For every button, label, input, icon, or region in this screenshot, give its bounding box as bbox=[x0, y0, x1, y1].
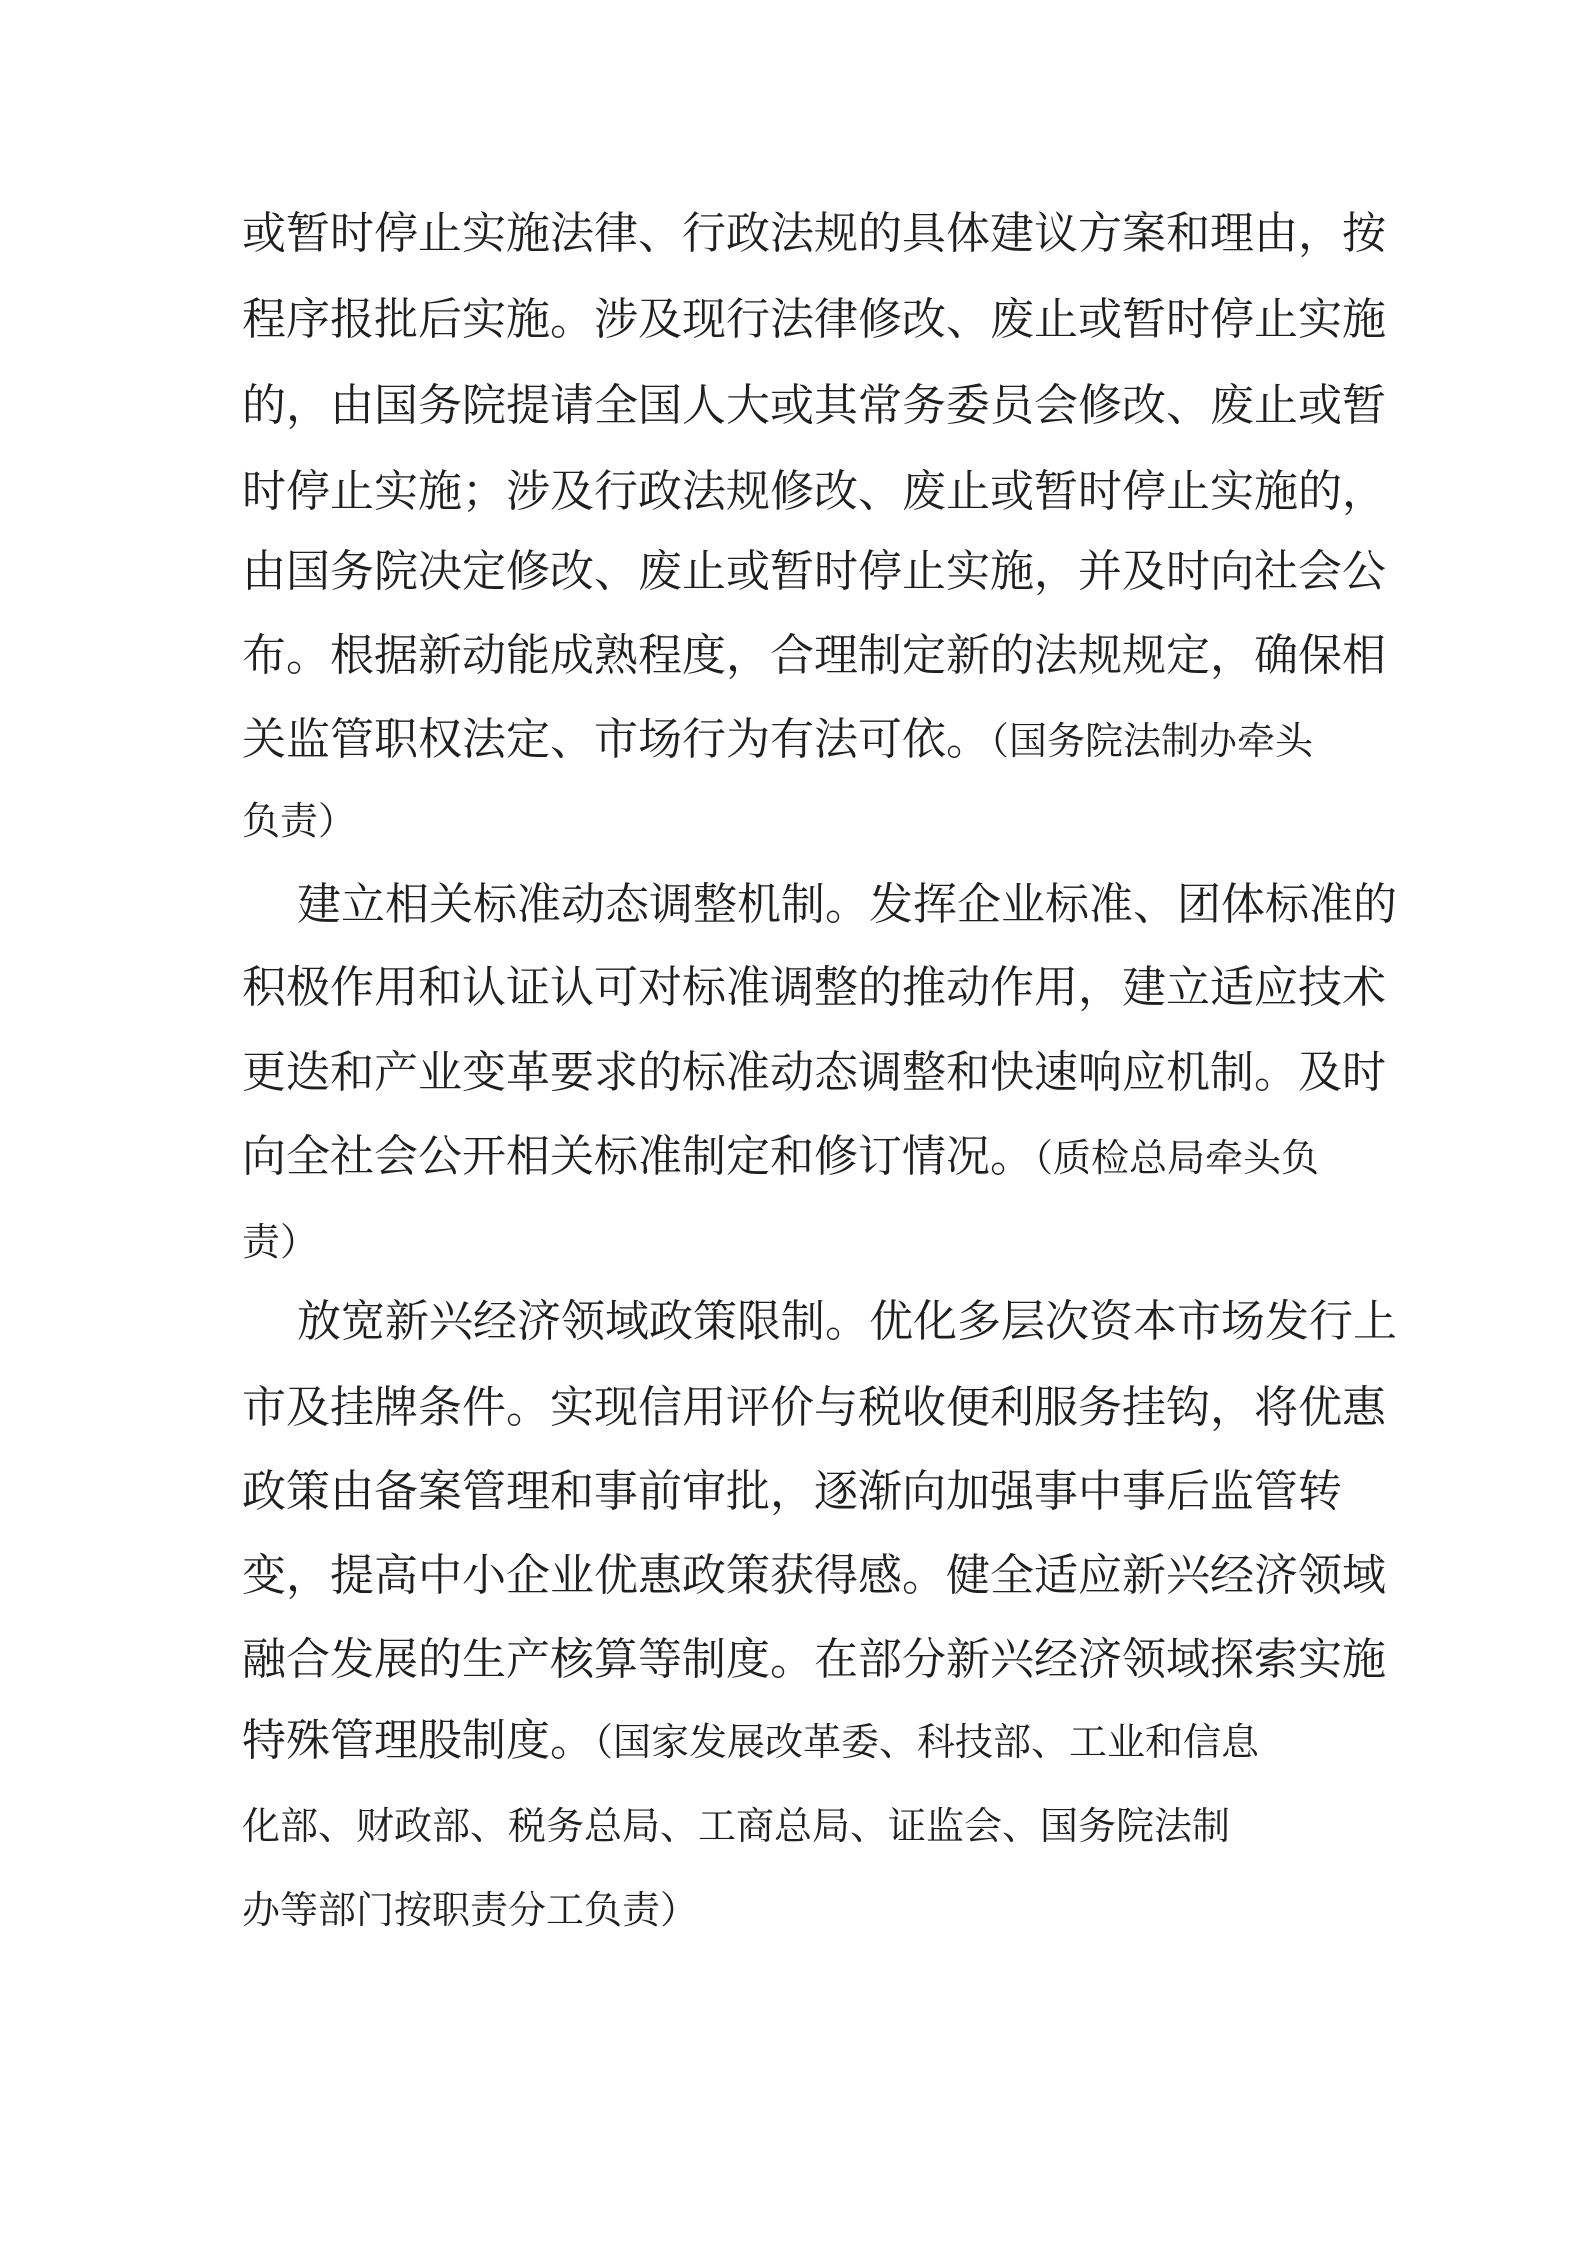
paragraph-1-line-7 bbox=[242, 714, 1314, 765]
line-text: 放宽新兴经济领域政策限制。优化多层次资本市场发行上 bbox=[297, 1296, 1397, 1347]
paragraph-3-line-7 bbox=[242, 1803, 1230, 1847]
line-text: 更迭和产业变革要求的标准动态调整和快速响应机制。及时 bbox=[242, 1047, 1386, 1098]
paragraph-2-line-5 bbox=[242, 1219, 318, 1263]
paragraph-1-line-4 bbox=[242, 466, 1386, 517]
paragraph-3-line-8 bbox=[242, 1887, 698, 1931]
line-text: 建立相关标准动态调整机制。发挥企业标准、团体标准的 bbox=[297, 879, 1397, 930]
line-text: 或暂时停止实施法律、行政法规的具体建议方案和理由，按 bbox=[242, 208, 1386, 259]
line-text: 向全社会公开相关标准制定和修订情况。 bbox=[242, 1131, 1034, 1182]
line-text: 由国务院决定修改、废止或暂时停止实施，并及时向社会公 bbox=[242, 546, 1386, 597]
responsible-department-note: （国务院法制办牵头 bbox=[990, 719, 1314, 763]
responsible-department-note: 化部、财政部、税务总局、工商总局、证监会、国务院法制 bbox=[242, 1804, 1231, 1848]
line-text: 关监管职权法定、市场行为有法可依。 bbox=[242, 714, 990, 765]
line-text: 时停止实施；涉及行政法规修改、废止或暂时停止实施的， bbox=[242, 466, 1386, 517]
line-text: 布。根据新动能成熟程度，合理制定新的法规规定，确保相 bbox=[242, 630, 1386, 681]
responsible-department-note: 负责） bbox=[242, 799, 357, 843]
line-text: 变，提高中小企业优惠政策获得感。健全适应新兴经济领域 bbox=[242, 1550, 1386, 1601]
paragraph-3-line-3 bbox=[242, 1466, 1342, 1517]
paragraph-1-line-2 bbox=[242, 294, 1386, 345]
paragraph-1-line-5 bbox=[242, 546, 1386, 597]
paragraph-2-line-3 bbox=[242, 1047, 1386, 1098]
paragraph-3-line-2 bbox=[242, 1382, 1386, 1433]
responsible-department-note: （质检总局牵头负 bbox=[1034, 1136, 1320, 1180]
responsible-department-note: （国家发展改革委、科技部、工业和信息 bbox=[594, 1720, 1260, 1764]
line-text: 特殊管理股制度。 bbox=[242, 1715, 594, 1766]
paragraph-3-line-4 bbox=[242, 1550, 1386, 1601]
paragraph-2-line-4 bbox=[242, 1131, 1320, 1182]
paragraph-1-line-8 bbox=[242, 798, 356, 842]
line-text: 融合发展的生产核算等制度。在部分新兴经济领域探索实施 bbox=[242, 1634, 1386, 1685]
paragraph-3-line-6 bbox=[242, 1715, 1260, 1766]
line-text: 积极作用和认证认可对标准调整的推动作用，建立适应技术 bbox=[242, 962, 1386, 1013]
paragraph-1-line-3 bbox=[242, 380, 1386, 431]
line-text: 市及挂牌条件。实现信用评价与税收便利服务挂钩，将优惠 bbox=[242, 1382, 1386, 1433]
paragraph-1-line-1 bbox=[242, 208, 1386, 259]
line-text: 程序报批后实施。涉及现行法律修改、废止或暂时停止实施 bbox=[242, 294, 1386, 345]
line-text: 的，由国务院提请全国人大或其常务委员会修改、废止或暂 bbox=[242, 380, 1386, 431]
responsible-department-note: 责） bbox=[242, 1220, 319, 1264]
paragraph-1-line-6 bbox=[242, 630, 1386, 681]
responsible-department-note: 办等部门按职责分工负责） bbox=[242, 1888, 699, 1932]
paragraph-2-line-2 bbox=[242, 962, 1386, 1013]
paragraph-2-line-1 bbox=[297, 879, 1397, 930]
paragraph-3-line-1 bbox=[297, 1296, 1397, 1347]
line-text: 政策由备案管理和事前审批，逐渐向加强事中事后监管转 bbox=[242, 1466, 1342, 1517]
paragraph-3-line-5 bbox=[242, 1634, 1386, 1685]
